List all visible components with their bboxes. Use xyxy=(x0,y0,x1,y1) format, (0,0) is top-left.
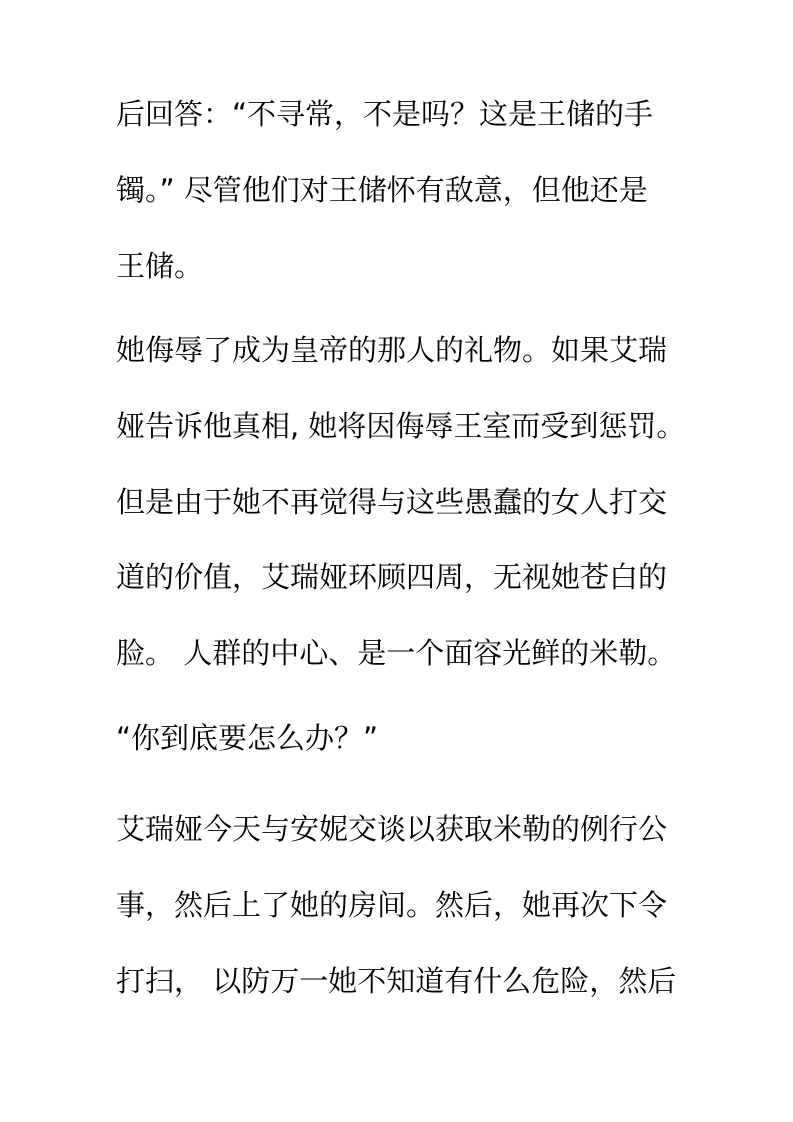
text-line: 她侮辱了成为皇帝的那人的礼物。如果艾瑞 xyxy=(116,333,668,367)
text-line: 道的价值，艾瑞娅环顾四周，无视她苍白的 xyxy=(116,560,668,594)
text-line: 脸。 人群的中心、是一个面容光鲜的米勒。 xyxy=(116,636,677,670)
text-line: 艾瑞娅今天与安妮交谈以获取米勒的例行公 xyxy=(116,812,668,846)
text-line: 后回答：“不寻常，不是吗？这是王储的手 xyxy=(116,97,654,131)
text-line: 事，然后上了她的房间。然后，她再次下令 xyxy=(116,888,668,922)
text-line: 镯。” 尽管他们对王储怀有敌意，但他还是 xyxy=(116,173,648,207)
text-line: “你到底要怎么办？” xyxy=(116,721,379,755)
text-line: 打扫， 以防万一她不知道有什么危险，然后 xyxy=(116,964,677,998)
text-line: 娅告诉他真相, 她将因侮辱王室而受到惩罚。 xyxy=(116,409,686,443)
text-line: 但是由于她不再觉得与这些愚蠢的女人打交 xyxy=(116,485,668,519)
text-line: 王储。 xyxy=(116,249,204,283)
